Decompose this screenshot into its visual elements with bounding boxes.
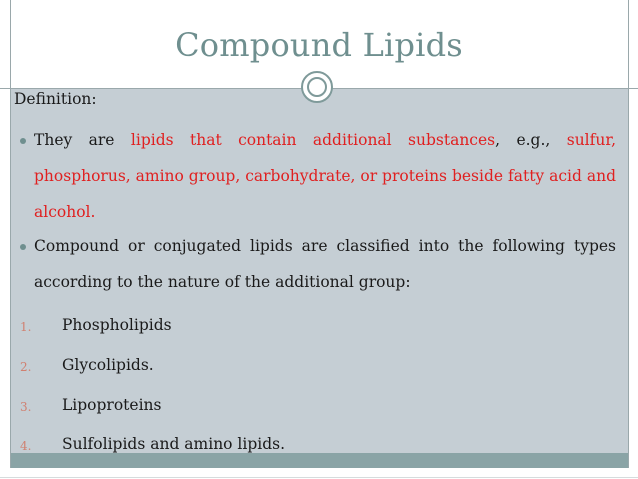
round-bullet-icon: [20, 138, 26, 144]
list-item: [0, 431, 638, 463]
list-item-number: 4.: [20, 439, 32, 453]
round-bullet-icon: [20, 244, 26, 250]
bullet-definition-highlight: lipids that contain additional substances: [130, 131, 496, 149]
bullet-definition-lead: They are: [34, 131, 131, 149]
list-item-number: 1.: [20, 320, 32, 334]
list-item: [0, 352, 638, 384]
list-item: [0, 312, 638, 344]
list-item: [0, 392, 638, 424]
list-item-label: Phospholipids: [62, 316, 172, 334]
list-item-label: Lipoproteins: [62, 396, 162, 414]
bullet-definition-tail: sulfur, phosphorus, amino group, carbohydrate, or proteins beside fatty acid and alcohol.: [34, 131, 616, 221]
slide-title: Compound Lipids: [175, 26, 463, 64]
bullet-definition-mid: , e.g.,: [495, 131, 567, 149]
double-circle-icon: [301, 71, 333, 103]
footer-divider: [0, 477, 638, 478]
list-item-number: 3.: [20, 400, 32, 414]
list-item-label: Glycolipids.: [62, 356, 154, 374]
list-item-label: Sulfolipids and amino lipids.: [62, 435, 286, 453]
list-item-number: 2.: [20, 360, 32, 374]
bullet-classification: Compound or conjugated lipids are classified into the following types according to the nature of the additional group:: [34, 237, 616, 291]
bullet-definition: [34, 122, 616, 230]
definition-label: Definition:: [14, 90, 97, 108]
